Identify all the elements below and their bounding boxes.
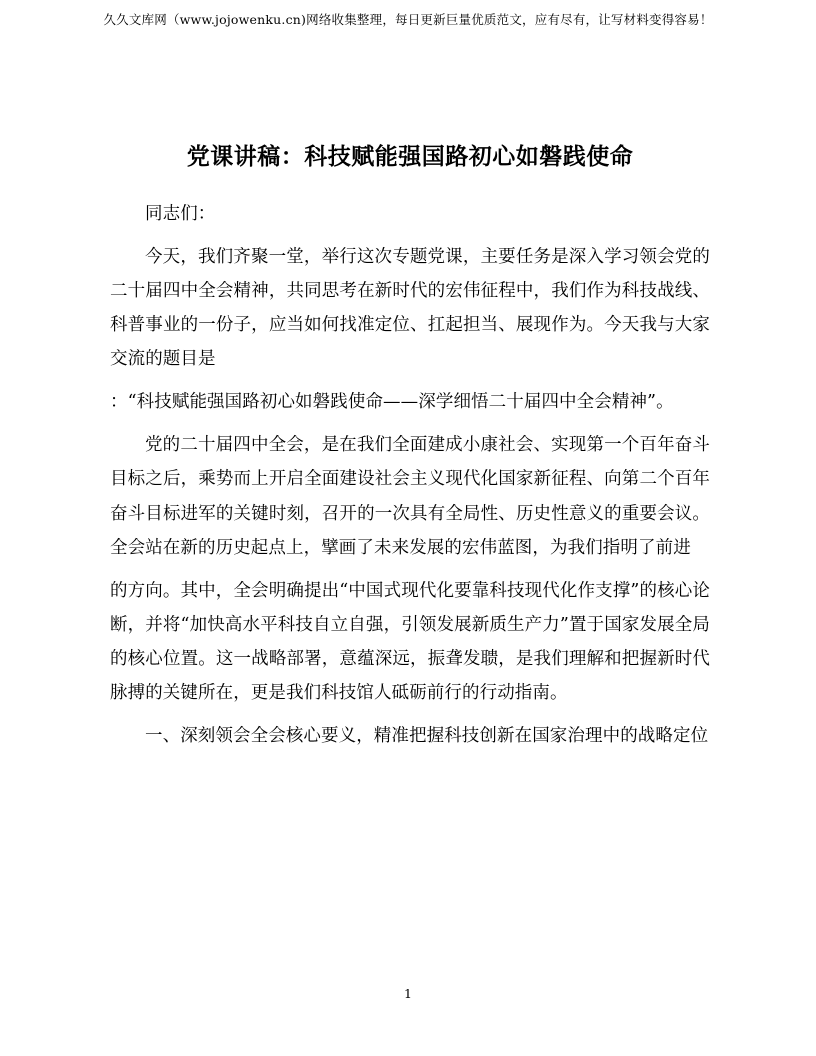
document-body (110, 140, 710, 762)
paragraph-salutation: 同志们： (145, 203, 216, 224)
page-number: 1 (404, 986, 412, 1001)
page-title: 党课讲稿：科技赋能强国路初心如磐践使命 (186, 144, 634, 170)
watermark-text: 久久文库网（www.jojowenku.cn)网络收集整理，每日更新巨量优质范文，应有尽有，让写材料变得容易！ (103, 12, 713, 27)
paragraph-1: 今天，我们齐聚一堂，举行这次专题党课，主要任务是深入学习领会党的二十届四中全会精神，共同思考在新时代的宏伟征程中，我们作为科技战线、科普事业的一份子，应当如何找准定位、扛起担当、展现作为。今天我与大家交流的题目是 (110, 246, 710, 369)
paragraph-3: 党的二十届四中全会，是在我们全面建成小康社会、实现第一个百年奋斗目标之后，乘势而上开启全面建设社会主义现代化国家新征程、向第二个百年奋斗目标进军的关键时刻，召开的一次具有全局性、历史性意义的重要会议。全会站在新的历史起点上，擘画了未来发展的宏伟蓝图，为我们指明了前进 (110, 435, 710, 558)
paragraph-4: 的方向。其中，全会明确提出“中国式现代化要靠科技现代化作支撑”的核心论断，并将“加快高水平科技自立自强，引领发展新质生产力”置于国家发展全局的核心位置。这一战略部署，意蕴深远，振聋发聩，是我们理解和把握新时代脉搏的关键所在，更是我们科技馆人砥砺前行的行动指南。 (110, 580, 710, 704)
paragraph-heading-1: 一、深刻领会全会核心要义，精准把握科技创新在国家治理中的战略定位 (145, 726, 709, 747)
paragraph-2: ：“科技赋能强国路初心如磐践使命——深学细悟二十届四中全会精神”。 (110, 392, 674, 413)
